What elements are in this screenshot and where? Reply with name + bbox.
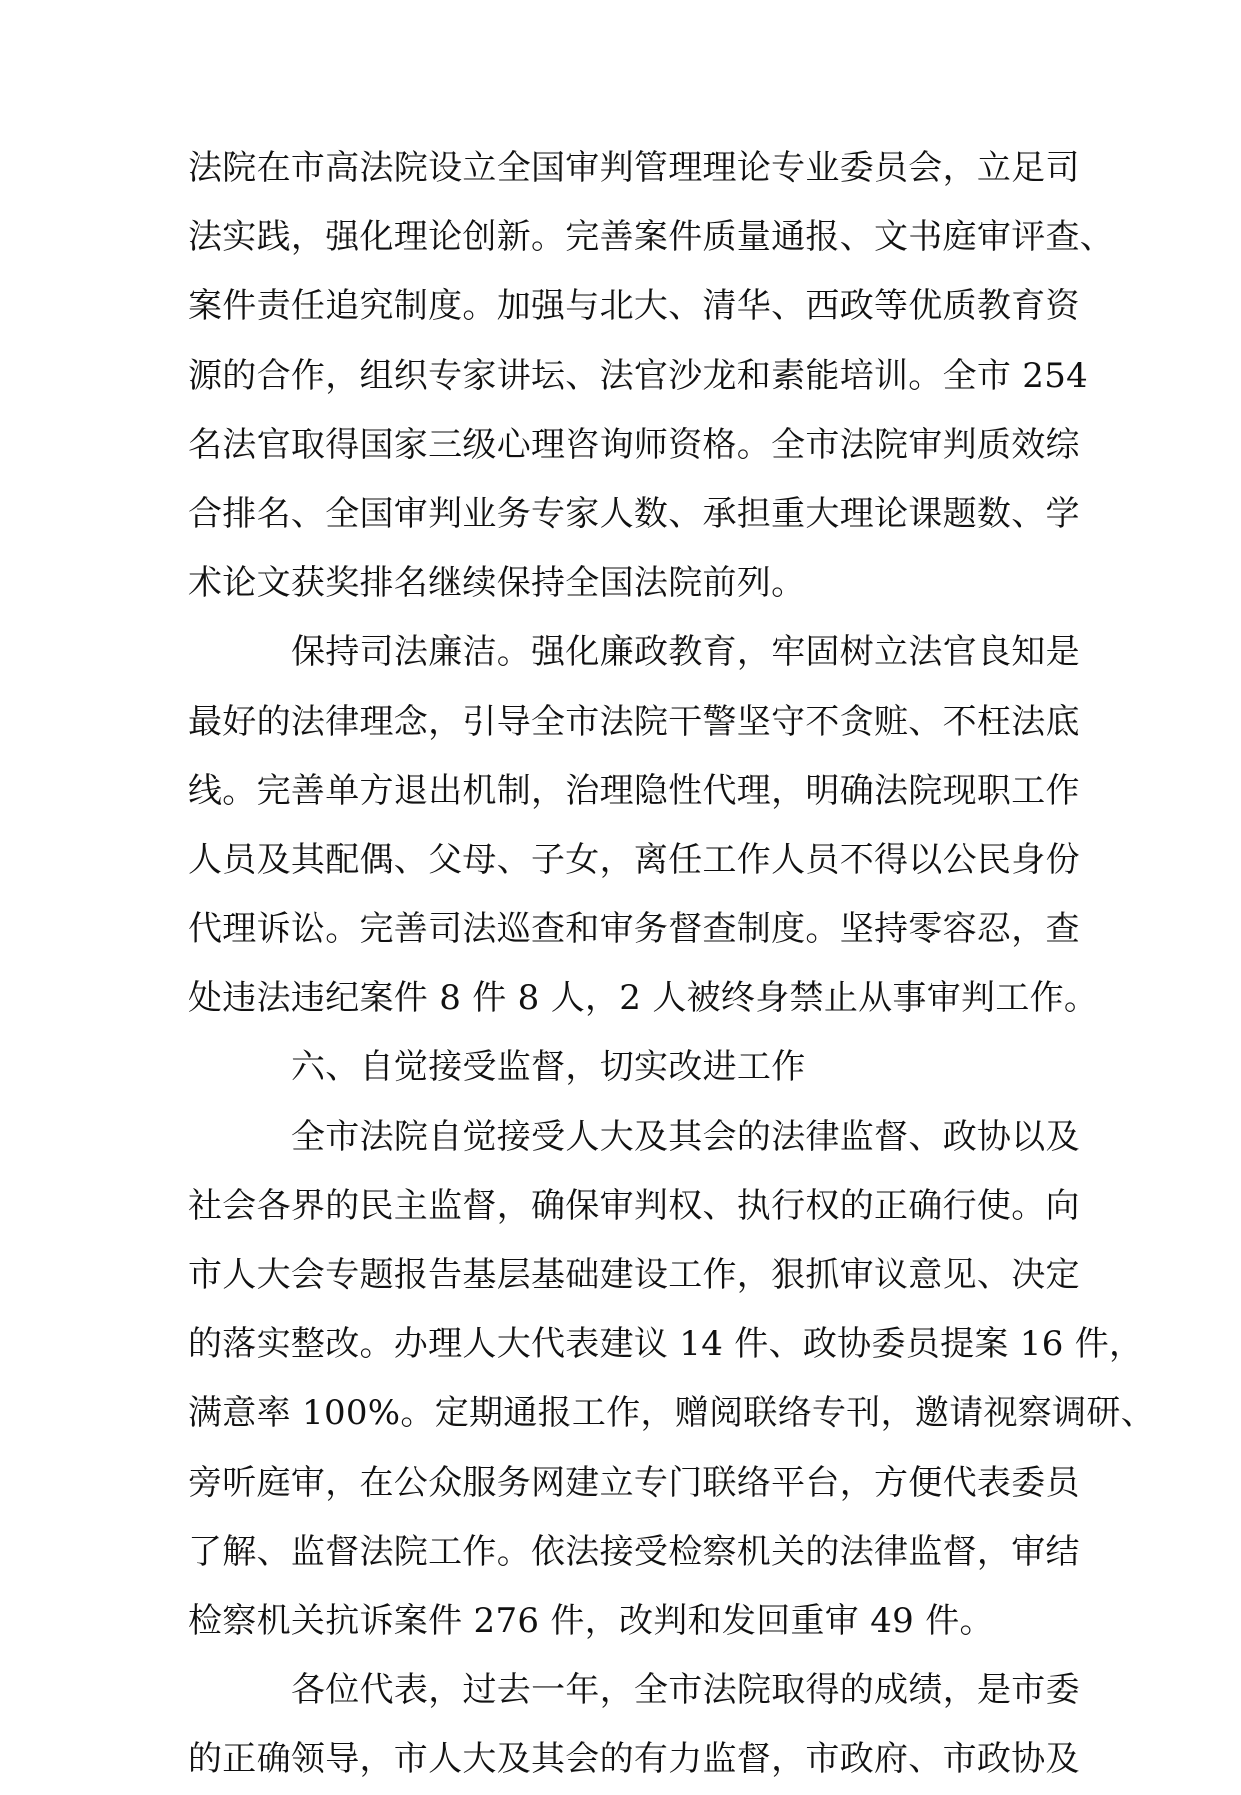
body-text-line: 的正确领导，市人大及其会的有力监督，市政府、市政协及 <box>188 1739 1080 1780</box>
body-text-line: 源的合作，组织专家讲坛、法官沙龙和素能培训。全市 254 <box>188 355 1089 396</box>
paragraph-first-line: 各位代表，过去一年，全市法院取得的成绩，是市委 <box>291 1670 1080 1711</box>
body-text-line: 社会各界的民主监督，确保审判权、执行权的正确行使。向 <box>188 1185 1080 1226</box>
body-text-line: 代理诉讼。完善司法巡查和审务督查制度。坚持零容忍，查 <box>188 909 1080 950</box>
paragraph-first-line: 全市法院自觉接受人大及其会的法律监督、政协以及 <box>291 1116 1080 1157</box>
body-text-line: 法实践，强化理论创新。完善案件质量通报、文书庭审评查、 <box>188 217 1115 258</box>
body-text-line: 线。完善单方退出机制，治理隐性代理，明确法院现职工作 <box>188 770 1080 811</box>
body-text-line: 满意率 100%。定期通报工作，赠阅联络专刊，邀请视察调研、 <box>188 1393 1156 1434</box>
document-page <box>188 134 1156 1795</box>
paragraph-first-line: 保持司法廉洁。强化廉政教育，牢固树立法官良知是 <box>291 632 1080 673</box>
body-text-line: 名法官取得国家三级心理咨询师资格。全市法院审判质效综 <box>188 424 1080 465</box>
body-text-line: 法院在市高法院设立全国审判管理理论专业委员会，立足司 <box>188 148 1080 188</box>
body-text-line: 旁听庭审，在公众服务网建立专门联络平台，方便代表委员 <box>188 1462 1080 1503</box>
body-text-line: 市人大会专题报告基层基础建设工作，狠抓审议意见、决定 <box>188 1255 1080 1295</box>
body-text-line: 的落实整改。办理人大代表建议 14 件、政协委员提案 16 件， <box>188 1324 1144 1365</box>
body-text-line: 案件责任追究制度。加强与北大、清华、西政等优质教育资 <box>188 286 1080 327</box>
body-text-line: 处违法违纪案件 8 件 8 人，2 人被终身禁止从事审判工作。 <box>188 978 1099 1019</box>
body-text-line: 术论文获奖排名继续保持全国法院前列。 <box>188 563 806 604</box>
section-heading: 六、自觉接受监督，切实改进工作 <box>291 1047 806 1088</box>
body-text-line: 检察机关抗诉案件 276 件，改判和发回重审 49 件。 <box>188 1600 994 1641</box>
body-text-line: 人员及其配偶、父母、子女，离任工作人员不得以公民身份 <box>188 839 1080 880</box>
body-text-line: 合排名、全国审判业务专家人数、承担重大理论课题数、学 <box>188 493 1080 534</box>
body-text-line: 了解、监督法院工作。依法接受检察机关的法律监督，审结 <box>188 1531 1080 1572</box>
body-text-line: 最好的法律理念，引导全市法院干警坚守不贪赃、不枉法底 <box>188 701 1080 742</box>
